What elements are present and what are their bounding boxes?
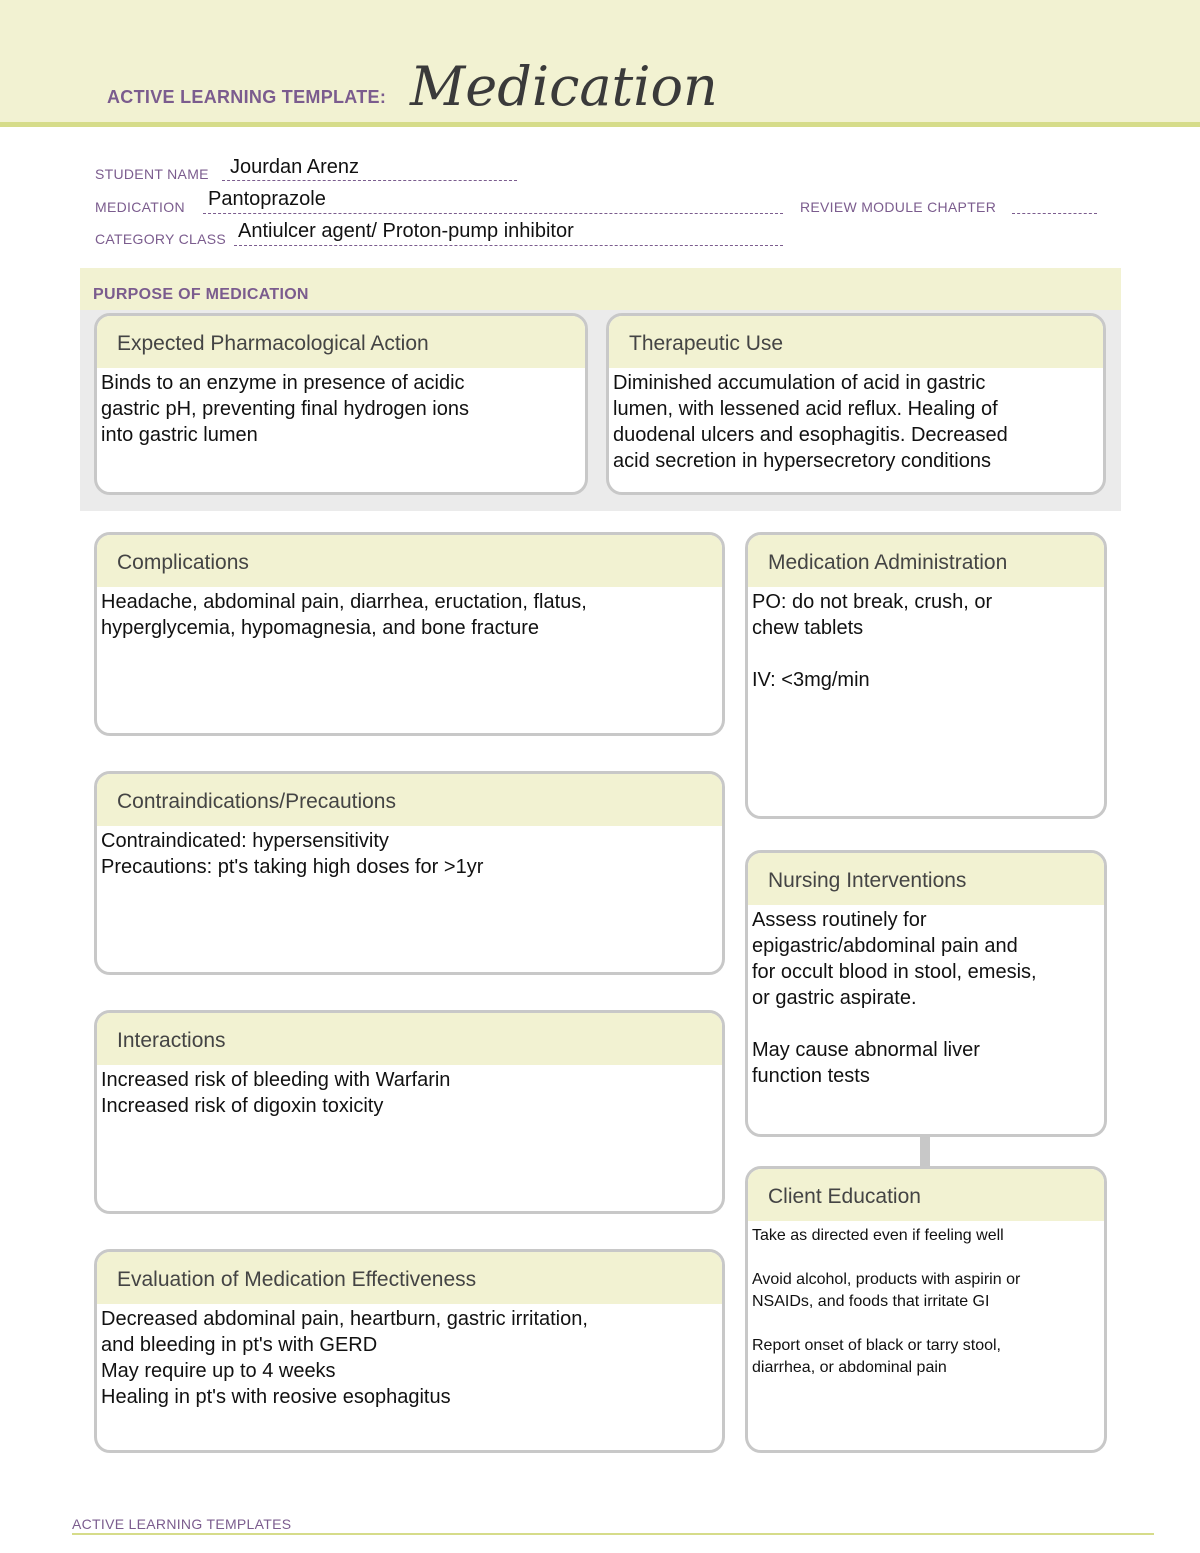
evaluation-card: [94, 1249, 725, 1453]
spacer: [752, 1313, 1104, 1335]
therapeutic-use-body[interactable]: [609, 368, 1103, 474]
spacer: [752, 1011, 1104, 1037]
text-line: Headache, abdominal pain, diarrhea, eructation, flatus,: [101, 591, 587, 613]
text-line: epigastric/abdominal pain and: [752, 935, 1018, 957]
text-line: Contraindicated: hypersensitivity: [101, 830, 389, 852]
category-class-line: [234, 245, 783, 246]
purpose-title: PURPOSE OF MEDICATION: [93, 286, 309, 303]
category-class-label: CATEGORY CLASS: [95, 231, 227, 247]
template-label: ACTIVE LEARNING TEMPLATE:: [107, 87, 387, 107]
text-line: function tests: [752, 1065, 870, 1087]
card-connector: [920, 1136, 930, 1166]
therapeutic-use-card: [606, 313, 1106, 495]
text-line: Decreased abdominal pain, heartburn, gastric irritation,: [101, 1308, 588, 1330]
text-line: duodenal ulcers and esophagitis. Decreased: [613, 424, 1008, 446]
text-line: IV: <3mg/min: [752, 669, 870, 691]
text-line: May require up to 4 weeks: [101, 1360, 336, 1382]
footer-label: ACTIVE LEARNING TEMPLATES: [72, 1516, 292, 1532]
evaluation-body[interactable]: [97, 1304, 722, 1410]
review-module-label: REVIEW MODULE CHAPTER: [800, 199, 997, 215]
interactions-body[interactable]: [97, 1065, 722, 1119]
text-line: May cause abnormal liver: [752, 1039, 980, 1061]
text-line: hyperglycemia, hypomagnesia, and bone fracture: [101, 617, 540, 639]
student-name-value[interactable]: Jourdan Arenz: [230, 156, 359, 178]
complications-card: [94, 532, 725, 736]
template-title: Medication: [410, 55, 718, 118]
administration-card: [745, 532, 1107, 819]
header-rule: [0, 122, 1200, 127]
medication-label: MEDICATION: [95, 199, 185, 215]
contraindications-title: Contraindications/Precautions: [97, 774, 722, 826]
text-line: Increased risk of digoxin toxicity: [101, 1095, 384, 1117]
footer-rule: [72, 1533, 1154, 1535]
complications-title: Complications: [97, 535, 722, 587]
nursing-interventions-body[interactable]: [748, 905, 1104, 1089]
text-line: for occult blood in stool, emesis,: [752, 961, 1037, 983]
text-line: PO: do not break, crush, or: [752, 591, 993, 613]
client-education-body[interactable]: [748, 1221, 1104, 1379]
administration-title: Medication Administration: [748, 535, 1104, 587]
text-line: Healing in pt's with reosive esophagitus: [101, 1386, 451, 1408]
text-line: Diminished accumulation of acid in gastric: [613, 372, 986, 394]
text-line: Take as directed even if feeling well: [752, 1227, 1004, 1244]
nursing-interventions-title: Nursing Interventions: [748, 853, 1104, 905]
interactions-card: [94, 1010, 725, 1214]
administration-body[interactable]: [748, 587, 1104, 693]
text-line: Avoid alcohol, products with aspirin or: [752, 1271, 1021, 1288]
nursing-interventions-card: [745, 850, 1107, 1137]
client-education-card: [745, 1166, 1107, 1453]
expected-action-body[interactable]: [97, 368, 585, 448]
medication-value[interactable]: Pantoprazole: [208, 188, 326, 210]
expected-action-title: Expected Pharmacological Action: [97, 316, 585, 368]
interactions-title: Interactions: [97, 1013, 722, 1065]
spacer: [752, 641, 1104, 667]
text-line: Precautions: pt's taking high doses for >1yr: [101, 856, 484, 878]
category-class-value[interactable]: Antiulcer agent/ Proton-pump inhibitor: [238, 220, 574, 242]
evaluation-title: Evaluation of Medication Effectiveness: [97, 1252, 722, 1304]
spacer: [752, 1247, 1104, 1269]
text-line: or gastric aspirate.: [752, 987, 917, 1009]
text-line: Assess routinely for: [752, 909, 927, 931]
student-name-line: [222, 180, 517, 181]
text-line: chew tablets: [752, 617, 864, 639]
text-line: NSAIDs, and foods that irritate GI: [752, 1293, 990, 1310]
contraindications-body[interactable]: [97, 826, 722, 880]
text-line: diarrhea, or abdominal pain: [752, 1359, 947, 1376]
contraindications-card: [94, 771, 725, 975]
therapeutic-use-title: Therapeutic Use: [609, 316, 1103, 368]
client-education-title: Client Education: [748, 1169, 1104, 1221]
student-name-label: STUDENT NAME: [95, 166, 209, 182]
text-line: acid secretion in hypersecretory conditions: [613, 450, 991, 472]
text-line: Binds to an enzyme in presence of acidic: [101, 372, 465, 394]
text-line: Increased risk of bleeding with Warfarin: [101, 1069, 451, 1091]
text-line: lumen, with lessened acid reflux. Healing of: [613, 398, 998, 420]
expected-action-card: [94, 313, 588, 495]
text-line: gastric pH, preventing final hydrogen ions: [101, 398, 469, 420]
text-line: into gastric lumen: [101, 424, 258, 446]
medication-line: [203, 213, 783, 214]
review-module-line: [1012, 213, 1097, 214]
complications-body[interactable]: [97, 587, 722, 641]
text-line: Report onset of black or tarry stool,: [752, 1337, 1001, 1354]
text-line: and bleeding in pt's with GERD: [101, 1334, 378, 1356]
